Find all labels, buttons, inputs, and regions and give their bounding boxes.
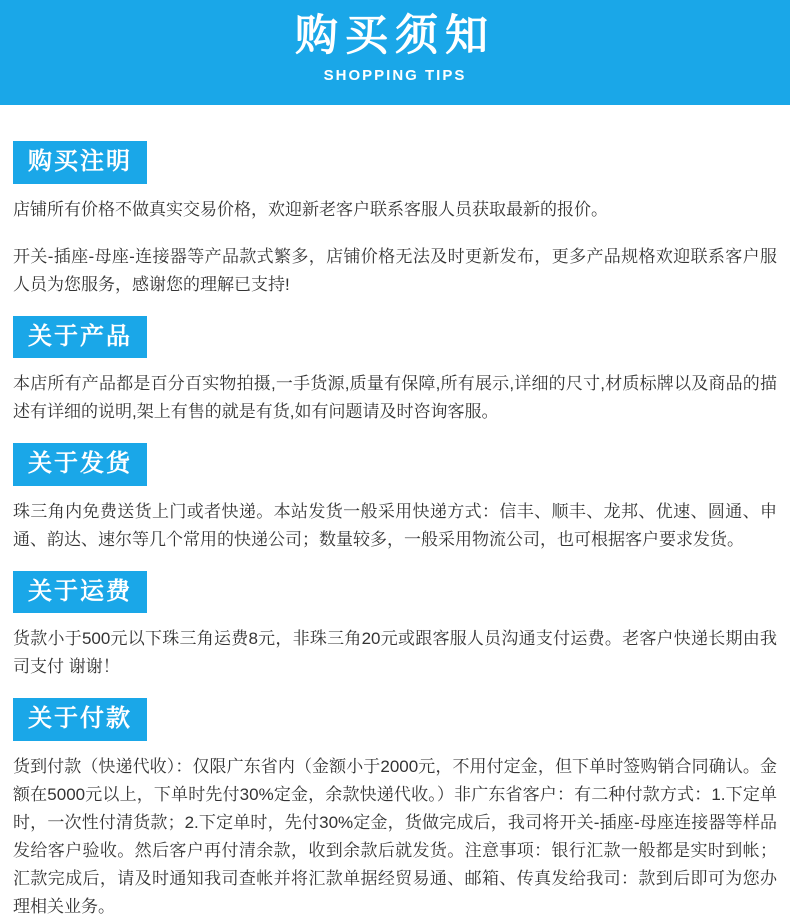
info-section [13,698,777,921]
page-subtitle: SHOPPING TIPS [323,67,467,85]
section-badge: 关于发货 [13,443,147,486]
section-paragraph: 开关-插座-母座-连接器等产品款式繁多，店铺价格无法及时更新发布，更多产品规格欢迎联系客户服人员为您服务，感谢您的理解已支持! [13,246,777,294]
section-badge: 关于付款 [13,698,147,741]
info-section [13,443,777,554]
info-section [13,316,777,427]
section-paragraph: 货到付款（快递代收）：仅限广东省内（金额小于2000元，不用付定金，但下单时签购销合同确认。金额在5000元以上，下单时先付30%定金，余款快递代收。）非广东省客户：有二种付款方式：1.下定单时，一次性付清货款；2.下定单时，先付30%定金，货做完成后，我司将开关-插座-母座连接器等样品发给客户验收。然后客户再付清余款，收到余款后就发货。注意事项：银行汇款一般都是实时到帐；汇款完成后，请及时通知我司查帐并将汇款单据经贸易通、邮箱、传真发给我司：款到后即可为您办理相关业务。 [13,756,777,916]
info-section [13,571,777,682]
page-title: 购买须知 [295,12,495,60]
info-section [13,141,777,299]
section-badge: 关于运费 [13,571,147,614]
section-paragraph: 店铺所有价格不做真实交易价格，欢迎新老客户联系客服人员获取最新的报价。 [13,199,608,219]
sections-container [0,141,790,921]
section-paragraph: 本店所有产品都是百分百实物拍摄,一手货源,质量有保障,所有展示,详细的尺寸,材质标牌以及商品的描述有详细的说明,架上有售的就是有货,如有问题请及时咨询客服。 [13,374,777,422]
section-badge: 关于产品 [13,316,147,359]
section-paragraph: 货款小于500元以下珠三角运费8元，非珠三角20元或跟客服人员沟通支付运费。老客户快递长期由我司支付 谢谢！ [13,629,777,677]
header-banner [0,0,790,105]
section-badge: 购买注明 [13,141,147,184]
section-paragraph: 珠三角内免费送货上门或者快递。本站发货一般采用快递方式：信丰、顺丰、龙邦、优速、圆通、申通、韵达、速尔等几个常用的快递公司；数量较多，一般采用物流公司，也可根据客户要求发货。 [13,501,777,549]
